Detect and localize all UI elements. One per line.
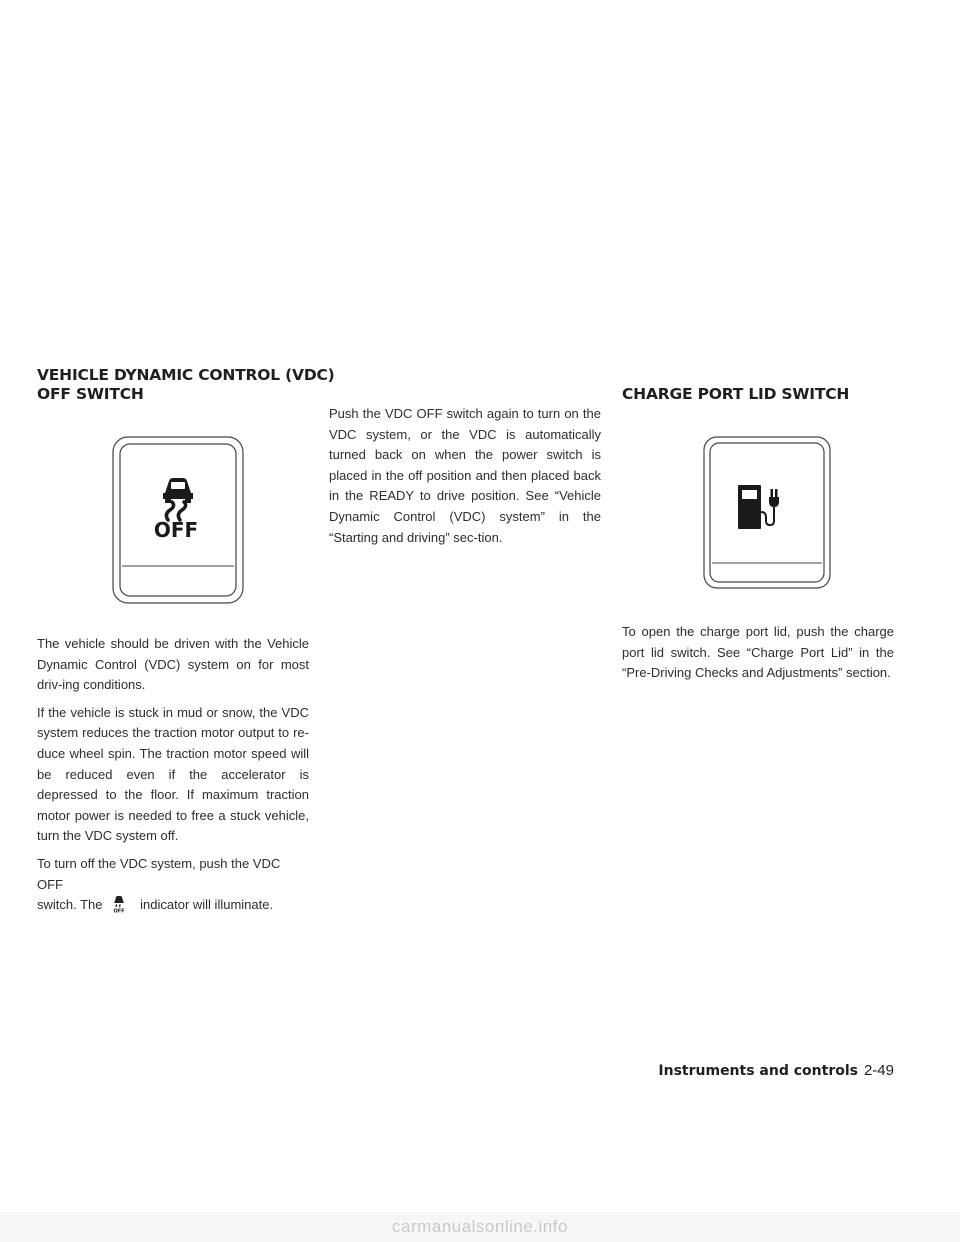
paragraph-text: switch. The <box>37 897 103 913</box>
middle-column-text <box>329 404 601 555</box>
watermark: carmanualsonline.info <box>0 1212 960 1242</box>
heading-line-1: VEHICLE DYNAMIC CONTROL (VDC) <box>37 366 335 384</box>
vdc-off-switch-heading <box>37 366 335 404</box>
heading-line-2: OFF SWITCH <box>37 385 144 403</box>
charge-port-lid-switch-figure <box>703 436 831 594</box>
paragraph-line: To turn off the VDC system, push the VDC OFF <box>37 855 281 892</box>
left-column-text <box>37 634 309 923</box>
page-footer <box>658 1062 894 1080</box>
paragraph: Push the VDC OFF switch again to turn on the VDC system, or the VDC is automatically turned back on when the power switch is placed in the off position and then placed back in the READY to drive position. See “Vehicle Dynamic Control (VDC) system” in the “Starting and driving” sec-tion. <box>329 406 601 545</box>
vdc-off-switch-illustration <box>112 436 244 604</box>
paragraph-text: indicator will illuminate. <box>140 897 274 913</box>
indicator-off-text: OFF <box>113 908 125 914</box>
paragraph: To open the charge port lid, push the charge port lid switch. See “Charge Port Lid” in the “Pre-Driving Checks and Adjustments” section. <box>622 624 894 681</box>
vdc-off-indicator-icon <box>110 895 128 913</box>
right-column-text <box>622 622 894 691</box>
vdc-off-switch-figure <box>112 436 244 609</box>
paragraph: If the vehicle is stuck in mud or snow, the VDC system reduces the traction motor output to re-duce wheel spin. The traction motor speed will be reduced even if the accelerator is depressed to the floor. If maximum traction motor power is needed to free a stuck vehicle, turn the VDC system off. <box>37 704 309 844</box>
paragraph: The vehicle should be driven with the Vehicle Dynamic Control (VDC) system on for most driv-ing conditions. <box>37 636 309 693</box>
off-label: OFF <box>153 518 199 542</box>
paragraph <box>37 854 309 916</box>
charge-port-lid-switch-heading: CHARGE PORT LID SWITCH <box>622 385 850 403</box>
footer-section-title: Instruments and controls <box>658 1063 858 1079</box>
page-number: 2-49 <box>863 1062 894 1079</box>
charge-port-lid-switch-illustration <box>703 436 831 589</box>
